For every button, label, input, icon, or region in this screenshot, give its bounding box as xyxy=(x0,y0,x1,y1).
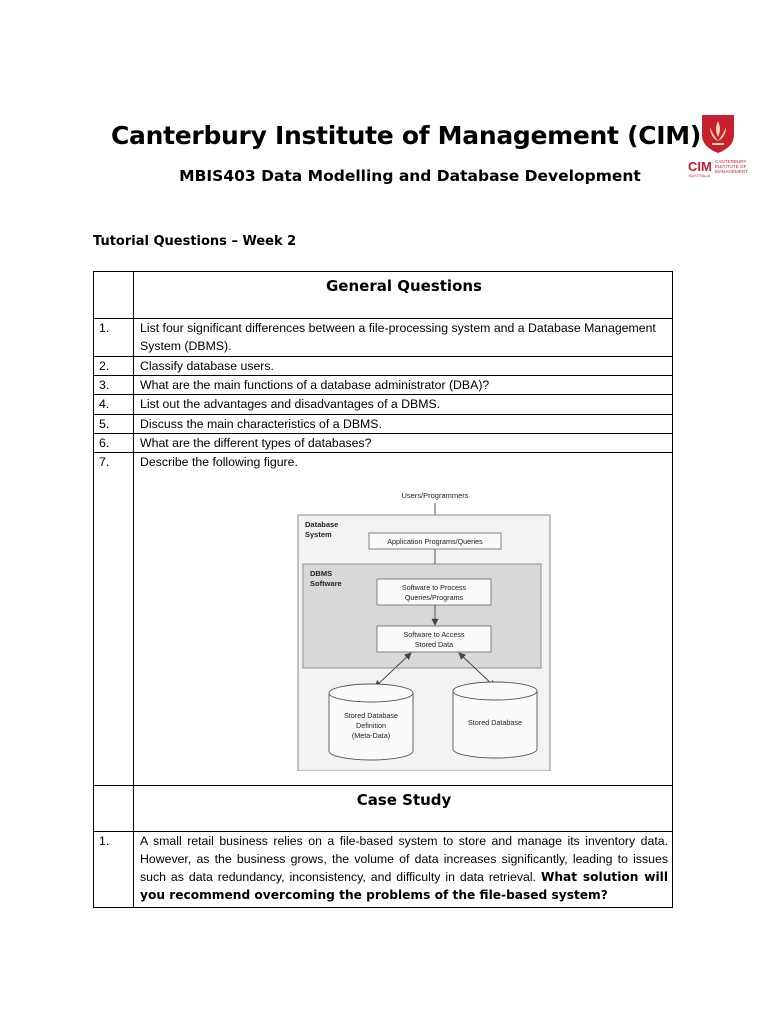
fig-metadata-label: (Meta-Data) xyxy=(351,731,391,740)
question-number: 4. xyxy=(94,395,134,415)
question-text: Discuss the main characteristics of a DBMS. xyxy=(134,415,673,434)
question-number: 5. xyxy=(94,415,134,434)
table-row xyxy=(94,395,673,415)
fig-db-system-label: Database xyxy=(305,520,339,529)
question-number: 1. xyxy=(94,319,134,357)
table-row xyxy=(94,357,673,376)
table-row xyxy=(94,453,673,786)
logo-line3: MANAGEMENT xyxy=(715,169,748,174)
fig-stored-db-cylinder xyxy=(453,682,537,758)
table-row xyxy=(94,434,673,453)
question-text: List out the advantages and disadvantages of a DBMS. xyxy=(134,395,673,415)
question-number: 2. xyxy=(94,357,134,376)
fig-metadata-label: Definition xyxy=(356,721,386,730)
case-study-text: A small retail business relies on a file-based system to store and manage its inventory data. However, as the business grows, the volume of data increases significantly, leading to issues such as data redundancy, inconsistency, and difficulty in data retrieval. xyxy=(140,834,668,884)
question-text: Classify database users. xyxy=(134,357,673,376)
fig-metadata-cylinder xyxy=(329,684,413,760)
fig-process-label: Queries/Programs xyxy=(404,593,464,602)
logo-line1: CANTERBURY xyxy=(715,159,747,164)
question-text: Describe the following figure. xyxy=(140,455,298,469)
logo-mark: CIM xyxy=(688,159,712,174)
tutorial-label: Tutorial Questions – Week 2 xyxy=(93,234,297,249)
logo-line2: INSTITUTE OF xyxy=(715,164,747,169)
case-heading-row xyxy=(94,786,673,832)
question-number: 1. xyxy=(94,832,134,908)
cim-logo xyxy=(688,113,748,185)
general-heading-row xyxy=(94,272,673,319)
page-title: Canterbury Institute of Management (CIM) xyxy=(111,121,701,150)
general-heading: General Questions xyxy=(134,272,673,319)
fig-stored-db-label: Stored Database xyxy=(468,718,522,727)
fig-dbms-label: DBMS xyxy=(310,569,333,578)
fig-access-label: Software to Access xyxy=(403,630,465,639)
table-row xyxy=(94,319,673,357)
question-text: What are the different types of databases? xyxy=(134,434,673,453)
fig-metadata-label: Stored Database xyxy=(344,711,398,720)
fig-dbms-label: Software xyxy=(310,579,342,588)
course-subtitle: MBIS403 Data Modelling and Database Development xyxy=(179,167,641,185)
fig-access-label: Stored Data xyxy=(414,640,454,649)
question-number: 6. xyxy=(94,434,134,453)
logo-region: AUSTRALIA xyxy=(689,174,711,178)
case-study-heading: Case Study xyxy=(134,786,673,832)
table-row xyxy=(94,376,673,395)
table-row xyxy=(94,415,673,434)
fig-app-programs-label: Application Programs/Queries xyxy=(387,537,483,546)
questions-table xyxy=(93,271,673,908)
question-number: 7. xyxy=(94,453,134,786)
question-text: List four significant differences between a file-processing system and a Database Management System (DBMS). xyxy=(134,319,673,357)
fig-db-system-label: System xyxy=(305,530,332,539)
fig-users-label: Users/Programmers xyxy=(401,491,469,500)
database-system-figure xyxy=(283,479,551,771)
case-study-question: What solution will you recommend overcoming the problems of the file-based system? xyxy=(140,870,668,902)
question-text: What are the main functions of a database administrator (DBA)? xyxy=(134,376,673,395)
table-row xyxy=(94,832,673,908)
question-number: 3. xyxy=(94,376,134,395)
fig-process-label: Software to Process xyxy=(401,583,467,592)
